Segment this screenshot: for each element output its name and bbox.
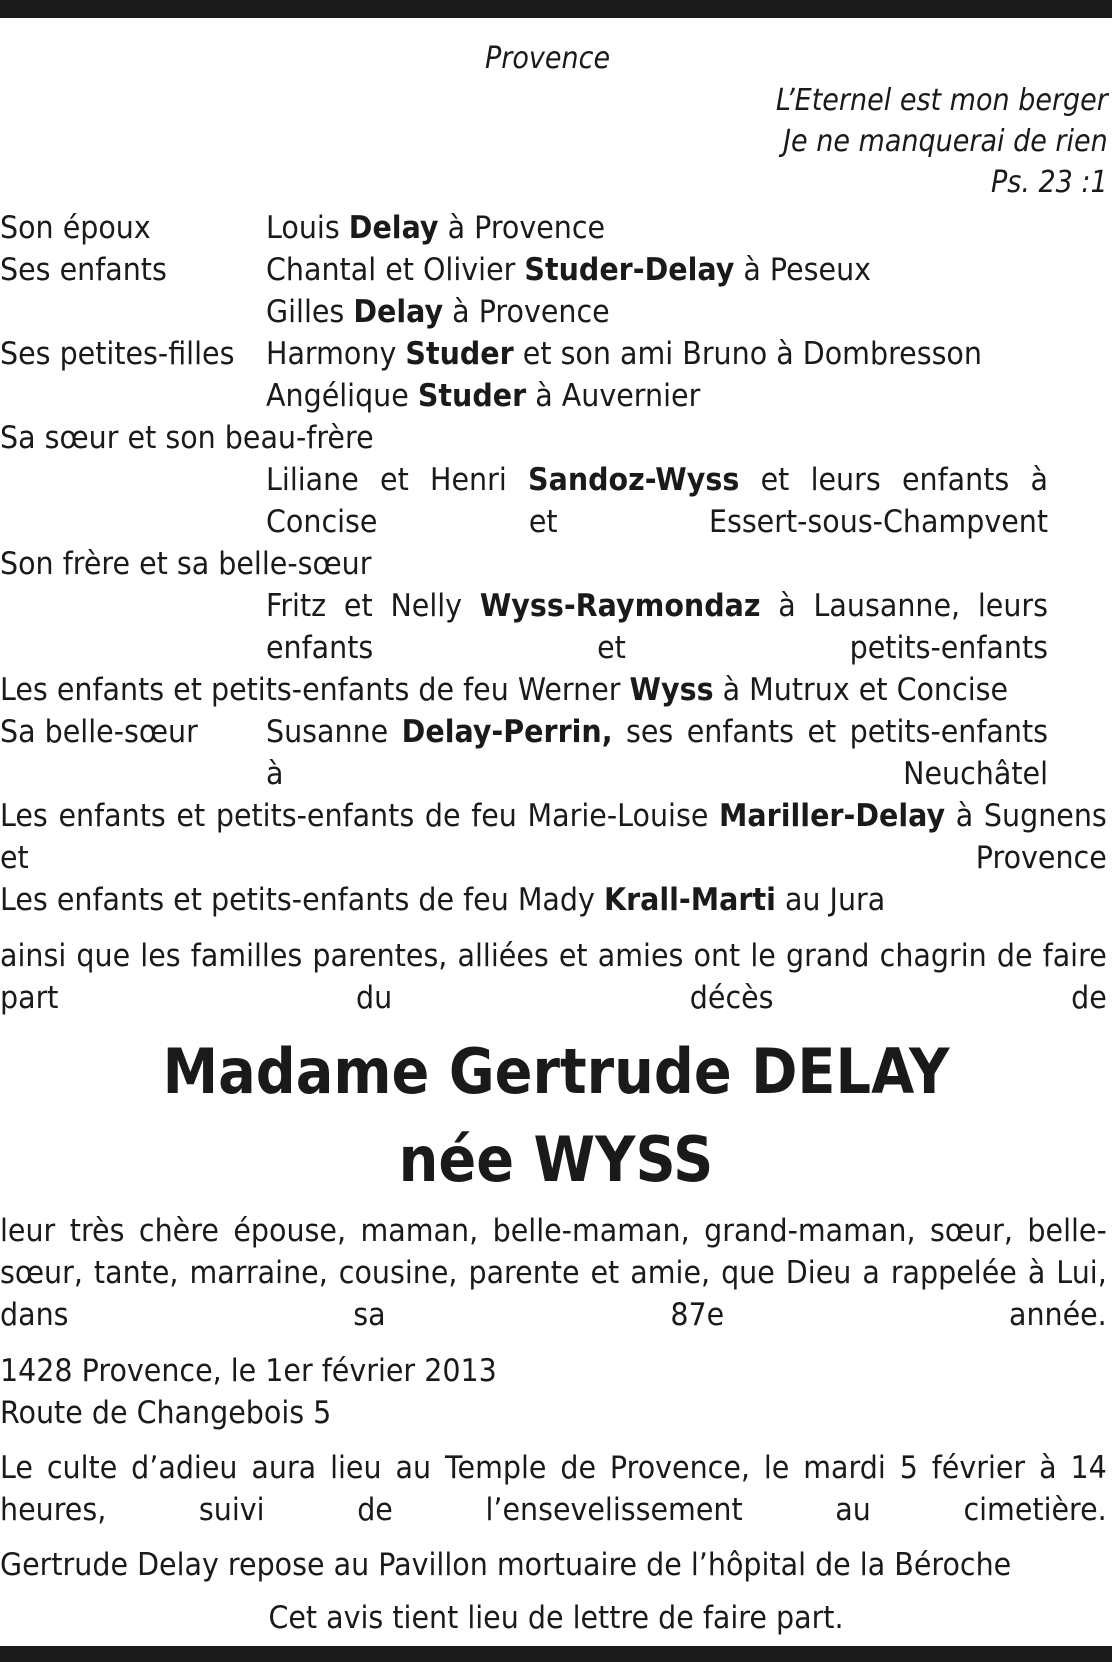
repose-text: Gertrude Delay repose au Pavillon mortuaire de l’hôpital de la Béroche — [0, 1547, 1012, 1583]
family-name: Studer — [405, 336, 514, 372]
deceased-maiden-name: née WYSS — [398, 1123, 714, 1196]
family-line-mariller: Les enfants et petits-enfants de feu Marie-Louise Mariller-Delay à Sugnens et Provence — [0, 798, 1107, 876]
family-name: Delay — [353, 294, 444, 330]
closing-text: Cet avis tient lieu de lettre de faire part. — [268, 1600, 844, 1636]
tribute-text: leur très chère épouse, maman, belle-maman, grand-maman, sœur, belle-sœur, tante, marraine, cousine, parente et amie, que Dieu a rappelée à Lui, dans sa 87e année. — [0, 1213, 1107, 1333]
family-line-enfant-1: Chantal et Olivier Studer-Delay à Peseux — [266, 252, 872, 288]
family-name: Delay-Perrin, — [401, 714, 613, 750]
announcement-text: ainsi que les familles parentes, alliées et amies ont le grand chagrin de faire part du décès de — [0, 938, 1107, 1016]
family-line-epoux: Louis Delay à Provence — [266, 210, 606, 246]
top-rule — [0, 0, 1112, 18]
family-name: Mariller-Delay — [719, 798, 946, 834]
place-heading: Provence — [485, 41, 611, 76]
deceased-name: Madame Gertrude DELAY — [162, 1035, 950, 1108]
bottom-rule — [0, 1646, 1112, 1662]
family-line-frere: Fritz et Nelly Wyss-Raymondaz à Lausanne, leurs enfants et petits-enfants — [266, 588, 1049, 666]
family-name: Studer-Delay — [524, 252, 735, 288]
relation-label-frere: Son frère et sa belle-sœur — [0, 546, 372, 582]
family-name: Krall-Marti — [603, 882, 776, 918]
family-line-soeur: Liliane et Henri Sandoz-Wyss et leurs enfants à Concise et Essert-sous-Champvent — [266, 462, 1048, 540]
family-name: Studer — [417, 378, 527, 414]
family-line-werner: Les enfants et petits-enfants de feu Werner Wyss à Mutrux et Concise — [0, 672, 1009, 708]
family-line-enfant-2: Gilles Delay à Provence — [266, 294, 610, 330]
verse-line-1: L’Eternel est mon berger — [775, 83, 1108, 118]
family-line-belle-soeur: Susanne Delay-Perrin, ses enfants et petits-enfants à Neuchâtel — [266, 714, 1048, 792]
family-line-petite-1: Harmony Studer et son ami Bruno à Dombresson — [266, 336, 982, 372]
date-place-line: 1428 Provence, le 1er février 2013 — [0, 1353, 497, 1389]
family-name: Wyss — [629, 672, 714, 708]
relation-label-belle-soeur: Sa belle-sœur — [0, 714, 198, 750]
verse-line-2: Je ne manquerai de rien — [783, 124, 1108, 159]
family-name: Delay — [348, 210, 439, 246]
ceremony-text: Le culte d’adieu aura lieu au Temple de Provence, le mardi 5 février à 14 heures, suivi de l’ensevelissement au cimetière. — [0, 1450, 1107, 1528]
relation-label-enfants: Ses enfants — [0, 252, 167, 288]
relation-label-soeur: Sa sœur et son beau-frère — [0, 420, 374, 456]
family-line-petite-2: Angélique Studer à Auvernier — [266, 378, 701, 414]
family-line-krall: Les enfants et petits-enfants de feu Mady Krall-Marti au Jura — [0, 882, 886, 918]
relation-label-epoux: Son époux — [0, 210, 151, 246]
relation-label-petites-filles: Ses petites-filles — [0, 336, 235, 372]
verse-reference: Ps. 23 :1 — [991, 165, 1108, 200]
family-name: Sandoz-Wyss — [528, 462, 740, 498]
family-name: Wyss-Raymondaz — [479, 588, 761, 624]
address-line: Route de Changebois 5 — [0, 1395, 332, 1431]
